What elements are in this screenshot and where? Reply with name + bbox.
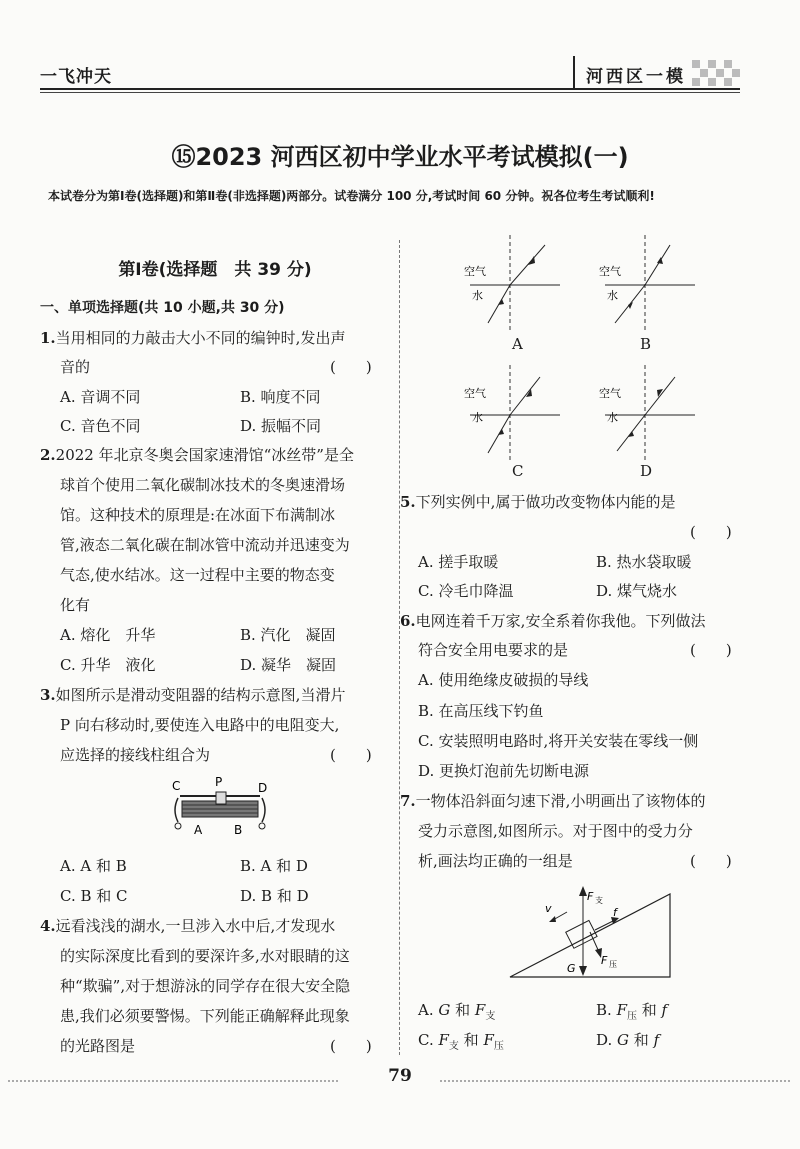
terminal-b-label: B [234, 823, 243, 837]
answer-blank: ( ) [690, 852, 732, 870]
q7-option-a: A. G 和 $F_支$ [418, 1001, 496, 1022]
light-path-diagram-c [460, 365, 560, 465]
light-path-diagram-d [595, 365, 695, 465]
question-4-line5: 的光路图是 [60, 1037, 136, 1055]
page-number: 79 [388, 1066, 412, 1086]
question-number: 6. [400, 612, 416, 630]
diagram-caption-c: C [512, 462, 524, 480]
section-title: 第Ⅰ卷(选择题 共 39 分) [118, 260, 312, 280]
q1-option-b: B. 响度不同 [240, 388, 321, 406]
question-7-line3: 析,画法均正确的一组是 [418, 852, 573, 870]
q5-option-c: C. 冷毛巾降温 [418, 582, 514, 600]
svg-text:F: F [587, 890, 594, 903]
slider-p-label: P [215, 776, 223, 789]
q7-option-d: D. G 和 f [596, 1031, 660, 1049]
question-1-line2: 音的 [60, 358, 91, 376]
svg-text:支: 支 [595, 896, 603, 905]
terminal-d-label: D [258, 781, 268, 795]
question-4: 4.远看浅浅的湖水,一旦涉入水中后,才发现水 [40, 917, 336, 935]
header-rule [40, 88, 740, 90]
page-title: ⑮2023 河西区初中学业水平考试模拟(一) [171, 143, 629, 171]
checker-decoration [692, 60, 742, 87]
q1-option-a: A. 音调不同 [60, 388, 141, 406]
q2-option-a: A. 熔化 升华 [60, 626, 156, 644]
svg-text:水: 水 [472, 289, 483, 302]
header-rule-thin [40, 92, 740, 93]
terminal-a-label: A [194, 823, 203, 837]
question-number: 5. [400, 493, 416, 511]
terminal-c-label: C [172, 779, 181, 793]
question-4-line2: 的实际深度比看到的要深许多,水对眼睛的这 [60, 947, 350, 965]
answer-blank: ( ) [330, 358, 372, 376]
question-6: 6.电网连着千万家,安全系着你我他。下列做法 [400, 612, 706, 630]
incline-force-diagram [505, 882, 675, 982]
question-7: 7.一物体沿斜面匀速下滑,小明画出了该物体的 [400, 792, 706, 810]
diagram-caption-b: B [640, 335, 652, 353]
svg-text:水: 水 [607, 411, 618, 424]
question-6-line2: 符合安全用电要求的是 [418, 641, 569, 659]
question-2-line6: 化有 [60, 596, 91, 614]
svg-text:空气: 空气 [464, 387, 486, 400]
question-2-line3: 馆。这种技术的原理是:在冰面下布满制冰 [60, 506, 336, 524]
q2-option-c: C. 升华 液化 [60, 656, 156, 674]
q3-option-c: C. B 和 C [60, 887, 128, 905]
question-5: 5.下列实例中,属于做功改变物体内能的是 [400, 493, 676, 511]
question-2-line2: 球首个使用二氧化碳制冰技术的冬奥速滑场 [60, 476, 346, 494]
diagram-caption-a: A [512, 335, 523, 353]
header-separator [573, 56, 575, 88]
svg-text:f: f [613, 906, 617, 919]
q5-option-a: A. 搓手取暖 [418, 553, 499, 571]
q1-option-d: D. 振幅不同 [240, 417, 322, 435]
rheostat-diagram [160, 776, 280, 840]
exam-instructions: 本试卷分为第Ⅰ卷(选择题)和第Ⅱ卷(非选择题)两部分。试卷满分 100 分,考试时间 60 分钟。祝各位考生考试顺利! [48, 189, 655, 203]
light-path-diagram-b [595, 235, 695, 335]
svg-text:空气: 空气 [599, 387, 621, 400]
question-number: 1. [40, 329, 56, 347]
q7-option-b: B. $F_压$ 和 f [596, 1001, 668, 1022]
part-heading: 一、单项选择题(共 10 小题,共 30 分) [40, 300, 285, 316]
question-number: 3. [40, 686, 56, 704]
q5-option-d: D. 煤气烧水 [596, 582, 678, 600]
q5-option-b: B. 热水袋取暖 [596, 553, 692, 571]
question-number: 7. [400, 792, 416, 810]
q2-option-d: D. 凝华 凝固 [240, 656, 337, 674]
q3-option-d: D. B 和 D [240, 887, 309, 905]
question-1: 1.当用相同的力敲击大小不同的编钟时,发出声 [40, 329, 346, 347]
svg-text:压: 压 [609, 960, 617, 969]
question-2: 2.2022 年北京冬奥会国家速滑馆“冰丝带”是全 [40, 446, 354, 464]
question-number: 4. [40, 917, 56, 935]
answer-blank: ( ) [690, 641, 732, 659]
diagram-caption-d: D [640, 462, 653, 480]
q6-option-a: A. 使用绝缘皮破损的导线 [418, 671, 589, 689]
answer-blank: ( ) [330, 746, 372, 764]
svg-text:G: G [567, 962, 576, 975]
svg-text:空气: 空气 [464, 265, 486, 278]
header-brand: 一飞冲天 [40, 67, 112, 87]
question-2-line4: 管,液态二氧化碳在制冰管中流动并迅速变为 [60, 536, 350, 554]
q3-option-a: A. A 和 B [60, 857, 127, 875]
svg-text:水: 水 [472, 411, 483, 424]
q2-option-b: B. 汽化 凝固 [240, 626, 336, 644]
q6-option-d: D. 更换灯泡前先切断电源 [418, 762, 590, 780]
question-4-line4: 患,我们必须要警惕。下列能正确解释此现象 [60, 1007, 350, 1025]
q7-option-c: C. $F_支$ 和 $F_压$ [418, 1031, 504, 1052]
q6-option-b: B. 在高压线下钓鱼 [418, 702, 544, 720]
question-7-line2: 受力示意图,如图所示。对于图中的受力分 [418, 822, 693, 840]
q6-option-c: C. 安装照明电路时,将开关安装在零线一侧 [418, 732, 699, 750]
svg-text:水: 水 [607, 289, 618, 302]
question-3-line2: P 向右移动时,要使连入电路中的电阻变大, [60, 716, 340, 734]
answer-blank: ( ) [330, 1037, 372, 1055]
question-3-line3: 应选择的接线柱组合为 [60, 746, 211, 764]
q1-option-c: C. 音色不同 [60, 417, 141, 435]
q3-option-b: B. A 和 D [240, 857, 308, 875]
column-divider [399, 240, 400, 1055]
question-2-line5: 气态,使水结冰。这一过程中主要的物态变 [60, 566, 335, 584]
question-3: 3.如图所示是滑动变阻器的结构示意图,当滑片 [40, 686, 346, 704]
question-number: 2. [40, 446, 56, 464]
answer-blank: ( ) [690, 523, 732, 541]
question-4-line3: 种“欺骗”,对于想游泳的同学存在很大安全隐 [60, 977, 351, 995]
svg-text:v: v [545, 902, 552, 915]
svg-text:空气: 空气 [599, 265, 621, 278]
light-path-diagram-a [460, 235, 560, 335]
header-exam-name: 河西区一模 [586, 67, 686, 87]
svg-text:F: F [601, 954, 608, 967]
